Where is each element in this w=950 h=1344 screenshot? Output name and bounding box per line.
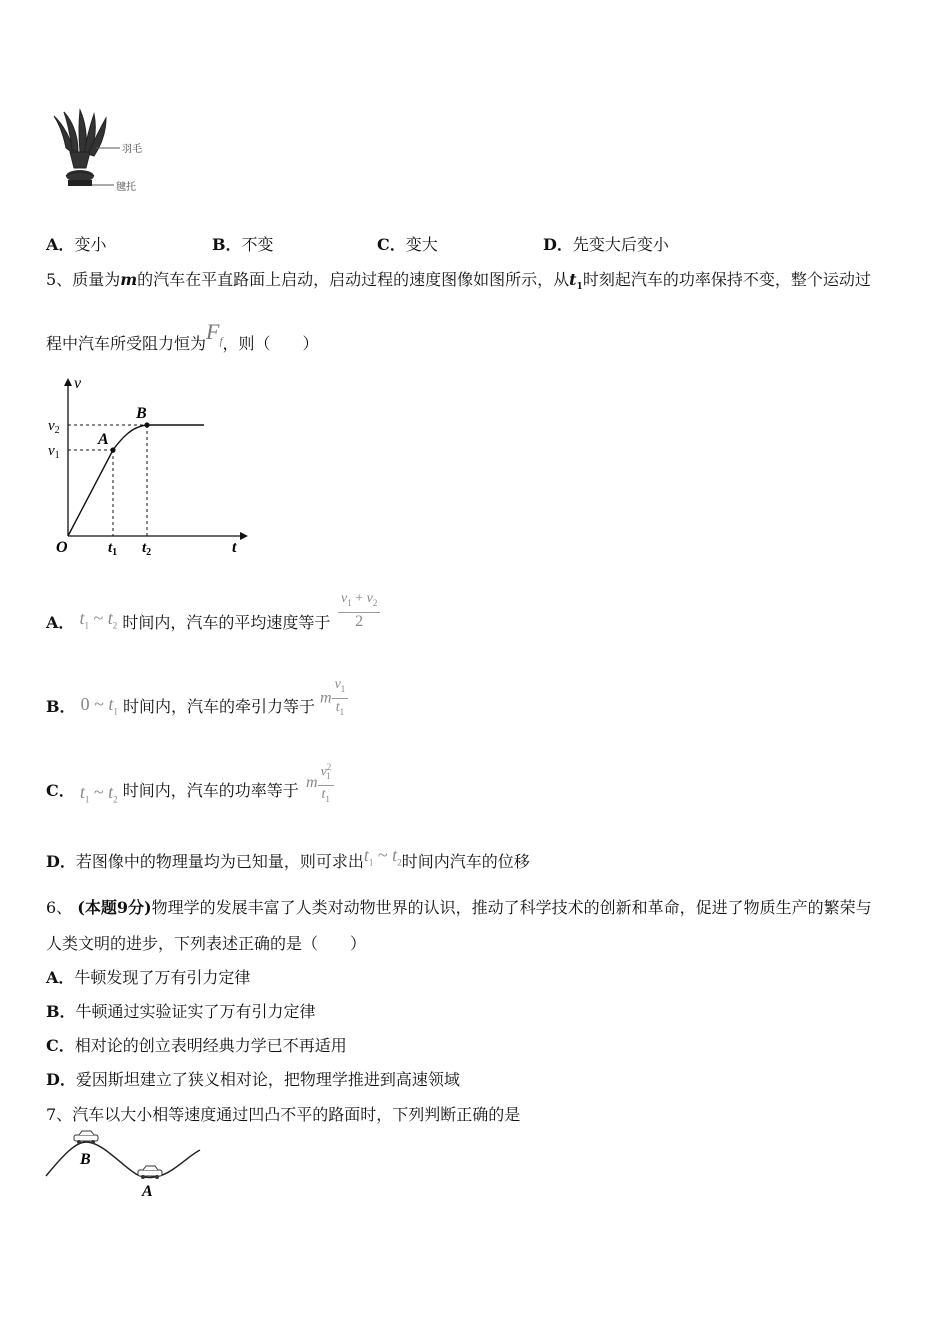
- label-feather: 羽毛: [122, 144, 142, 155]
- label-b: B: [80, 1151, 91, 1168]
- interval-t1-t2-d: $t_1$ ~ $t_2$: [363, 845, 402, 868]
- question-number: 6、: [46, 898, 73, 917]
- q6-option-b[interactable]: B．牛顿通过实验证实了万有引力定律: [46, 1002, 316, 1021]
- question-number: 7、: [46, 1105, 73, 1124]
- label-base: 毽托: [116, 182, 136, 193]
- q6-stem-line1: 6、 (本题9分)物理学的发展丰富了人类对动物世界的认识，推动了科学技术的创新和革命，促进了物质生产的繁荣与: [46, 898, 872, 917]
- q4-option-c[interactable]: C．变大: [377, 235, 438, 254]
- q5-option-b[interactable]: B． 0 ~ $t_1$ 时间内，汽车的牵引力等于: [46, 694, 315, 717]
- interval-t1-t2: $t_1$ ~ $t_2$: [79, 608, 118, 631]
- vt-graph: [42, 368, 262, 564]
- shuttlecock-figure: [40, 108, 160, 200]
- t-axis-arrow: [240, 532, 248, 540]
- v-axis-arrow: [64, 378, 72, 386]
- q5-option-c[interactable]: C． $t_1$ ~ $t_2$ 时间内，汽车的功率等于: [46, 781, 299, 805]
- option-letter: C: [377, 235, 390, 254]
- label-a: A: [142, 1183, 153, 1200]
- expr-m-v1sq-over-t1: m $\frac{v^2_1}{t_1}$: [306, 758, 334, 808]
- axis-v-label: v: [74, 375, 82, 392]
- q6-option-a[interactable]: A．牛顿发现了万有引力定律: [46, 968, 251, 987]
- shuttlecock-drawing: [40, 108, 160, 200]
- point-b-label: B: [136, 405, 147, 422]
- point-b-dot: [144, 422, 149, 427]
- road-figure: [42, 1130, 212, 1202]
- option-text: 不变: [241, 235, 274, 254]
- question-number: 5、: [46, 270, 73, 289]
- option-text: 先变大后变小: [572, 235, 669, 254]
- t1-label: $t_1$: [108, 540, 118, 558]
- option-text: 变小: [74, 235, 107, 254]
- q4-option-d[interactable]: D．先变大后变小: [543, 235, 669, 254]
- v2-label: $v_2$: [48, 418, 60, 436]
- interval-0-t1: 0 ~ $t_1$: [80, 694, 118, 717]
- q5-stem-line2: 程中汽车所受阻力恒为$F_f$，则（ ）: [46, 319, 319, 353]
- t2-label: $t_2$: [142, 540, 152, 558]
- q5-option-a[interactable]: A． $t_1$ ~ $t_2$ 时间内，汽车的平均速度等于: [46, 608, 331, 632]
- q6-stem-line2: 人类文明的进步，下列表述正确的是（ ）: [46, 934, 367, 953]
- friction-symbol: $F_f$: [206, 319, 223, 348]
- q4-option-b[interactable]: B．不变: [212, 235, 274, 254]
- q6-option-d[interactable]: D．爱因斯坦建立了狭义相对论，把物理学推进到高速领域: [46, 1070, 460, 1089]
- q5-stem-line1: 5、质量为m的汽车在平直路面上启动，启动过程的速度图像如图所示，从$t_1$时刻起汽车的功率保持不变，整个运动过: [46, 270, 871, 293]
- velocity-curve: [68, 425, 204, 536]
- q6-option-c[interactable]: C．相对论的创立表明经典力学已不再适用: [46, 1036, 347, 1055]
- road-figure-svg: [42, 1130, 212, 1202]
- point-a-dot: [110, 447, 115, 452]
- option-letter: A: [46, 235, 59, 254]
- road-curve: [46, 1142, 200, 1177]
- v1-label: $v_1$: [48, 443, 60, 461]
- option-letter: D: [543, 235, 557, 254]
- q5-option-d[interactable]: D．若图像中的物理量均为已知量，则可求出$t_1$ ~ $t_2$时间内汽车的位移: [46, 845, 530, 871]
- question-tag: (本题9分): [77, 898, 152, 917]
- origin-label: O: [56, 539, 68, 556]
- q7-stem: 7、汽车以大小相等速度通过凹凸不平的路面时，下列判断正确的是: [46, 1105, 521, 1124]
- fraction-avg-velocity: $\frac{v_1 + v_2}{2}$: [338, 590, 380, 631]
- axis-t-label: t: [232, 539, 237, 556]
- interval-t1-t2-c: $t_1$ ~ $t_2$: [79, 782, 118, 805]
- q4-option-a[interactable]: A．变小: [46, 235, 107, 254]
- option-text: 变大: [405, 235, 438, 254]
- point-a-label: A: [98, 431, 109, 448]
- option-letter: B: [212, 235, 226, 254]
- expr-m-v1-over-t1: m $\frac{v_1}{t_1}$: [320, 676, 348, 721]
- vt-graph-svg: [42, 368, 262, 564]
